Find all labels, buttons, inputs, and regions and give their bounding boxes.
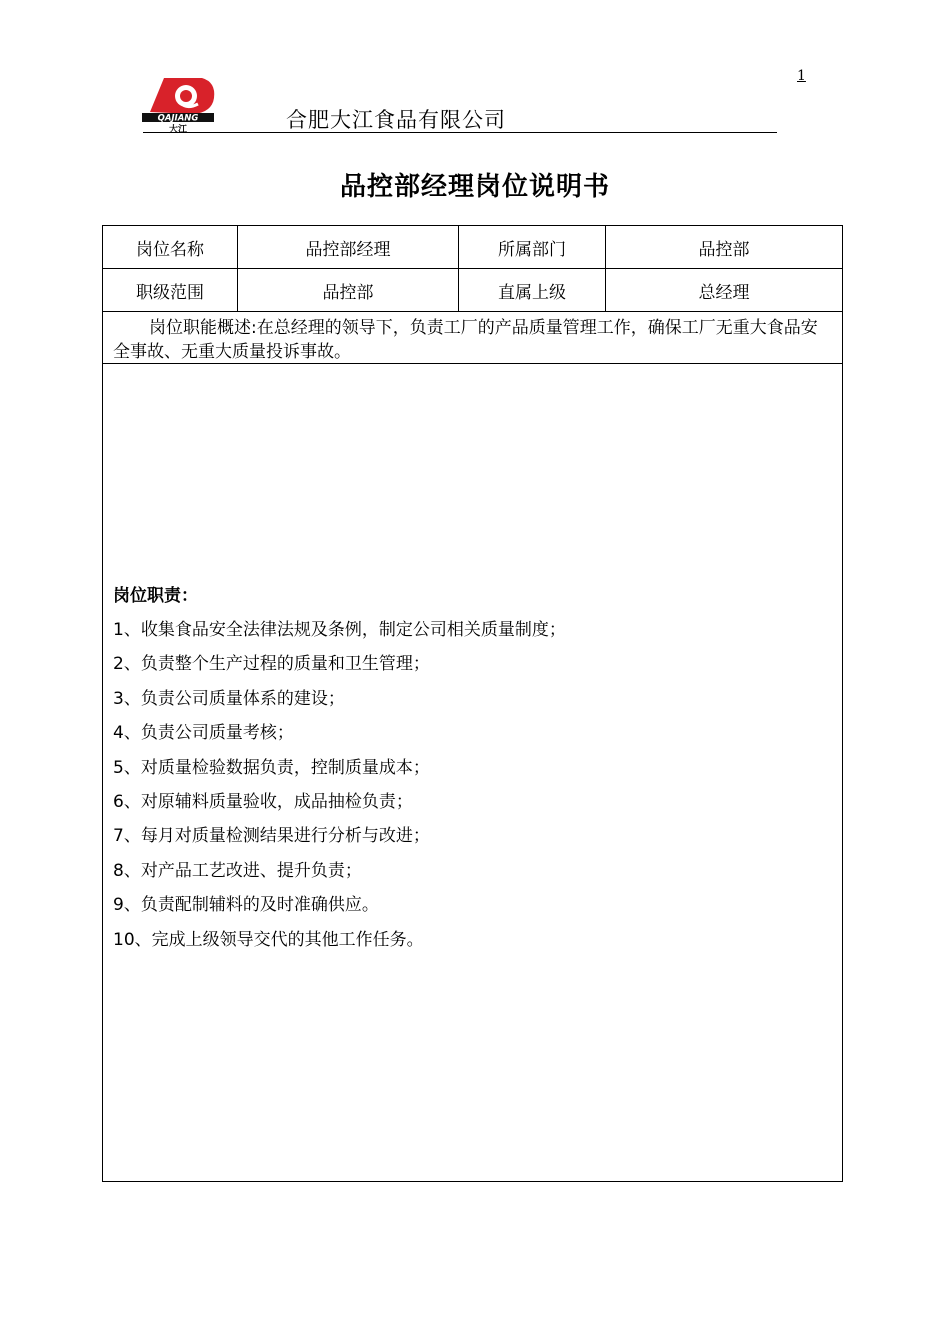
- form-row-rank: [103, 269, 842, 312]
- duty-item: 2、负责整个生产过程的质量和卫生管理；: [113, 654, 430, 675]
- supervisor-value: 总经理: [698, 282, 750, 303]
- duty-item: 8、对产品工艺改进、提升负责；: [113, 860, 362, 881]
- duty-item: 5、对质量检验数据负责，控制质量成本；: [113, 757, 430, 778]
- duty-item: 4、负责公司质量考核；: [113, 723, 294, 744]
- svg-text:QAJIANG: QAJIANG: [157, 113, 199, 124]
- svg-text:大江: 大江: [168, 125, 188, 134]
- duty-item: 7、每月对质量检测结果进行分析与改进；: [113, 826, 430, 847]
- department-value: 品控部: [698, 239, 750, 260]
- duty-item: 1、收集食品安全法律法规及条例，制定公司相关质量制度；: [113, 620, 566, 640]
- form-row-position: [103, 226, 842, 269]
- document-title: 品控部经理岗位说明书: [339, 172, 610, 202]
- duty-item: 10、完成上级领导交代的其他工作任务。: [113, 929, 424, 950]
- position-name-value: 品控部经理: [238, 226, 459, 268]
- rank-scope-value: 品控部: [238, 269, 459, 311]
- supervisor-label: 直属上级: [459, 269, 606, 311]
- job-description-form: [102, 225, 843, 1182]
- page-number: 1: [797, 68, 806, 84]
- duties-section: [113, 581, 832, 959]
- job-summary: 岗位职能概述:在总经理的领导下，负责工厂的产品质量管理工作，确保工厂无重大食品安全事故、无重大质量投诉事故。: [103, 312, 842, 364]
- duty-item: 3、负责公司质量体系的建设；: [113, 688, 345, 709]
- company-logo: [140, 72, 218, 134]
- company-name: 合肥大江食品有限公司: [286, 108, 506, 132]
- duty-item: 6、对原辅料质量验收，成品抽检负责；: [113, 791, 413, 812]
- department-label: 所属部门: [459, 226, 606, 268]
- rank-scope-label: 职级范围: [103, 269, 238, 311]
- duties-list: [113, 615, 832, 959]
- position-name-label: 岗位名称: [103, 226, 238, 268]
- header-rule: [143, 132, 777, 133]
- duty-item: 9、负责配制辅料的及时准确供应。: [113, 895, 379, 916]
- duties-title: 岗位职责：: [113, 586, 198, 606]
